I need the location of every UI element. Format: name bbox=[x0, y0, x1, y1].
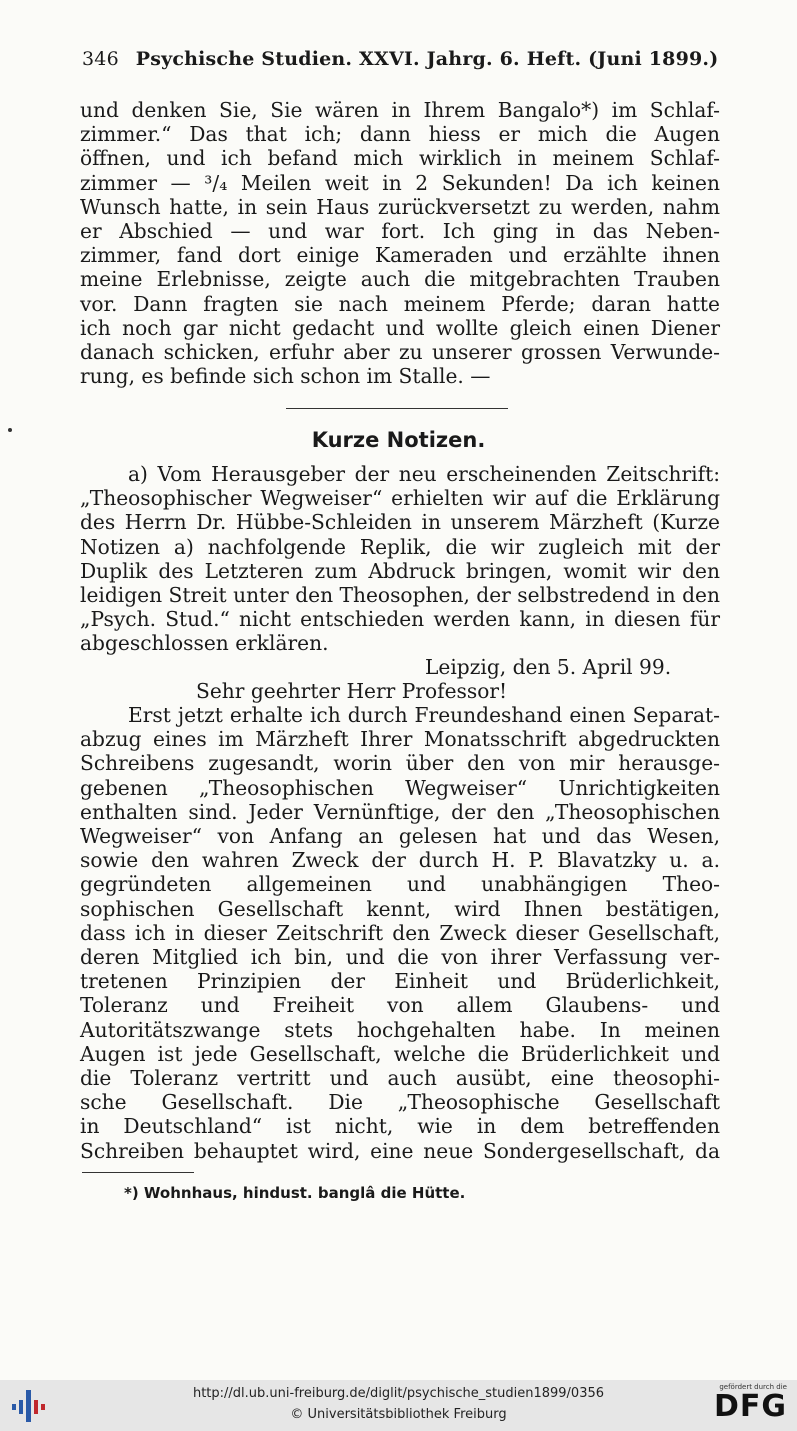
section-title: Kurze Notizen. bbox=[311, 428, 486, 452]
document-url[interactable]: http://dl.ub.uni-freiburg.de/diglit/psychische_studien1899/0356 bbox=[192, 1386, 605, 1401]
letter-dateline bbox=[425, 655, 725, 679]
text-line: öffnen, und ich befand mich wirklich in meinem Schlaf- bbox=[80, 146, 720, 171]
text-line: abzug eines im Märzheft Ihrer Monatsschrift abgedruckten bbox=[80, 727, 720, 752]
text-line: Notizen a) nachfolgende Replik, die wir zugleich mit der bbox=[80, 534, 720, 559]
text-line: „Psych. Stud.“ nicht entschieden werden kann, in diesen für bbox=[80, 607, 720, 632]
text-line: zimmer — ³/₄ Meilen weit in 2 Sekunden! Da ich keinen bbox=[80, 170, 720, 195]
text-line: Wegweiser“ von Anfang an gelesen hat und das Wesen, bbox=[80, 824, 720, 849]
text-line: leidigen Streit unter den Theosophen, der selbstredend in den bbox=[80, 583, 720, 608]
text-line: sche Gesellschaft. Die „Theosophische Gesellschaft bbox=[80, 1090, 720, 1115]
dfg-logo bbox=[705, 1383, 787, 1428]
text-line: „Theosophischer Wegweiser“ erhielten wir auf die Erklärung bbox=[80, 486, 720, 511]
dfg-wordmark: DFG bbox=[713, 1389, 787, 1424]
text-line: Augen ist jede Gesellschaft, welche die Brüderlichkeit und bbox=[80, 1041, 720, 1066]
copyright-notice: © Universitätsbibliothek Freiburg bbox=[290, 1407, 507, 1422]
text-line: meine Erlebnisse, zeigte auch die mitgebrachten Trauben bbox=[80, 267, 720, 292]
text-line: Schreiben behauptet wird, eine neue Sondergesellschaft, da bbox=[80, 1138, 720, 1163]
text-line: danach schicken, erfuhr aber zu unserer grossen Verwunde- bbox=[80, 340, 720, 365]
text-line: Toleranz und Freiheit von allem Glaubens- und bbox=[80, 993, 720, 1018]
dateline-text: Leipzig, den 5. April 99. bbox=[425, 655, 672, 679]
text-line: sowie den wahren Zweck der durch H. P. Blavatzky u. a. bbox=[80, 848, 720, 873]
running-title: Psychische Studien. XXVI. Jahrg. 6. Heft. (Juni 1899.) bbox=[135, 48, 719, 70]
text-line: Wunsch hatte, in sein Haus zurückversetzt zu werden, nahm bbox=[80, 194, 720, 219]
text-line: tretenen Prinzipien der Einheit und Brüderlichkeit, bbox=[80, 969, 720, 994]
text-line: abgeschlossen erklären. bbox=[80, 631, 329, 656]
footnote: *) Wohnhaus, hindust. banglâ die Hütte. bbox=[124, 1184, 466, 1202]
text-line: er Abschied — und war fort. Ich ging in das Neben- bbox=[80, 219, 720, 244]
text-line: vor. Dann fragten sie nach meinem Pferde; daran hatte bbox=[80, 291, 720, 316]
notice-a bbox=[80, 462, 720, 656]
text-line: sophischen Gesellschaft kennt, wird Ihnen bestätigen, bbox=[80, 896, 720, 921]
text-line: in Deutschland“ ist nicht, wie in dem betreffenden bbox=[80, 1114, 720, 1139]
page-number: 346 bbox=[82, 48, 119, 70]
text-line: Erst jetzt erhalte ich durch Freundeshand einen Separat- bbox=[128, 703, 720, 727]
section-divider bbox=[286, 408, 508, 409]
salutation-text: Sehr geehrter Herr Professor! bbox=[196, 679, 508, 703]
top-paragraph bbox=[80, 98, 720, 388]
text-line: gebenen „Theosophischen Wegweiser“ Unrichtigkeiten bbox=[80, 775, 720, 800]
text-line: Autoritätszwange stets hochgehalten habe. In meinen bbox=[80, 1017, 720, 1042]
text-line: Schreibens zugesandt, worin über den von mir herausge- bbox=[80, 751, 720, 776]
viewer-footer bbox=[0, 1380, 797, 1431]
text-line: enthalten sind. Jeder Vernünftige, der den „Theosophischen bbox=[80, 799, 720, 824]
text-line: Duplik des Letzteren zum Abdruck bringen, womit wir den bbox=[80, 558, 720, 583]
text-line: ich noch gar nicht gedacht und wollte gleich einen Diener bbox=[80, 315, 720, 340]
running-header bbox=[82, 48, 722, 70]
text-line: rung, es befinde sich schon im Stalle. — bbox=[80, 364, 491, 389]
text-line: des Herrn Dr. Hübbe-Schleiden in unserem Märzheft (Kurze bbox=[80, 510, 720, 535]
text-line: a) Vom Herausgeber der neu erscheinenden Zeitschrift: bbox=[128, 462, 720, 486]
text-line: zimmer, fand dort einige Kameraden und erzählte ihnen bbox=[80, 243, 720, 268]
footnote-divider bbox=[82, 1172, 194, 1173]
letter-body bbox=[80, 703, 720, 1163]
dfg-tagline: gefördert durch die bbox=[719, 1383, 787, 1391]
text-line: und denken Sie, Sie wären in Ihrem Bangalo*) im Schlaf- bbox=[80, 98, 720, 122]
text-line: die Toleranz vertritt und auch ausübt, eine theosophi- bbox=[80, 1066, 720, 1091]
text-line: zimmer.“ Das that ich; dann hiess er mich die Augen bbox=[80, 122, 720, 147]
text-line: gegründeten allgemeinen und unabhängigen Theo- bbox=[80, 872, 720, 897]
letter-salutation bbox=[196, 679, 616, 703]
text-line: dass ich in dieser Zeitschrift den Zweck dieser Gesellschaft, bbox=[80, 920, 720, 945]
text-line: deren Mitglied ich bin, und die von ihrer Verfassung ver- bbox=[80, 945, 720, 970]
